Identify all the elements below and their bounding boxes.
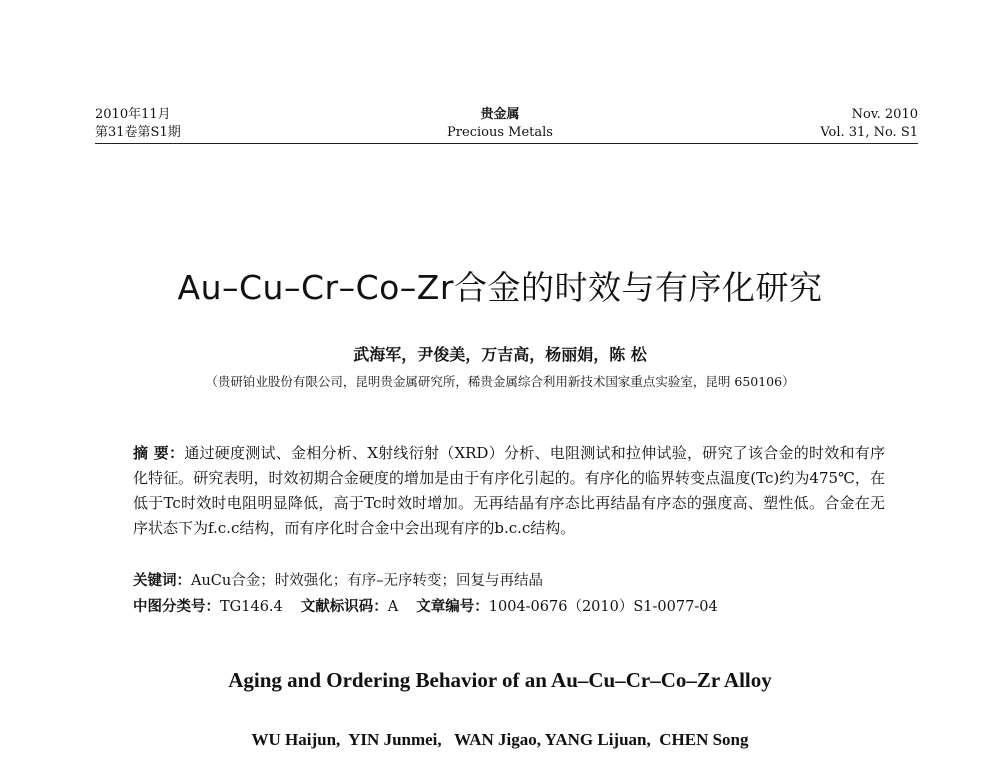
classification-line <box>133 595 718 616</box>
author-list: 武海军，尹俊美，万吉高，杨丽娟，陈 松 <box>353 345 647 364</box>
clc-value: TG146.4 <box>220 599 283 615</box>
english-title: Aging and Ordering Behavior of an Au–Cu–Cr–Co–Zr Alloy <box>228 668 772 692</box>
page-header <box>0 106 1000 152</box>
article-number-label: 文章编号： <box>416 599 489 615</box>
header-volume-en: Vol. 31, No. S1 <box>820 125 918 140</box>
paper-title: Au–Cu–Cr–Co–Zr合金的时效与有序化研究 <box>177 268 823 307</box>
abstract-text: 通过硬度测试、金相分析、X射线衍射（XRD）分析、电阻测试和拉伸试验，研究了该合金的时效和有序化特征。研究表明，时效初期合金硬度的增加是由于有序化引起的。有序化的临界转变点温度(Tc)约为475℃，在低于Tc时效时电阻明显降低，高于Tc时效时增加。无再结晶有序态比再结晶有序态的强度高、塑性低。合金在无序状态下为f.c.c结构，而有序化时合金中会出现有序的b.c.c结构。 <box>133 444 885 537</box>
header-date-en: Nov. 2010 <box>851 107 918 122</box>
keywords-text: AuCu合金；时效强化；有序–无序转变；回复与再结晶 <box>191 573 543 589</box>
doc-code-value: A <box>387 599 399 615</box>
keywords-label: 关键词： <box>133 573 191 589</box>
header-issue-cn: 第31卷第S1期 <box>95 125 181 140</box>
article-number-value: 1004-0676（2010）S1-0077-04 <box>488 599 718 615</box>
journal-name-cn: 贵金属 <box>480 107 520 122</box>
clc-label: 中图分类号： <box>133 599 220 615</box>
doc-code-label: 文献标识码： <box>300 599 388 615</box>
header-rule <box>95 143 918 144</box>
journal-name-en: Precious Metals <box>447 125 553 140</box>
english-authors: WU Haijun, YIN Junmei, WAN Jigao, YANG Lijuan, CHEN Song <box>251 730 749 749</box>
header-right <box>820 106 918 142</box>
abstract <box>133 441 885 541</box>
abstract-label: 摘 要： <box>133 444 185 462</box>
keywords-line <box>133 569 543 590</box>
header-date-cn: 2010年11月 <box>95 107 171 122</box>
affiliation: （贵研铂业股份有限公司，昆明贵金属研究所，稀贵金属综合利用新技术国家重点实验室，昆明 650106） <box>205 374 795 389</box>
